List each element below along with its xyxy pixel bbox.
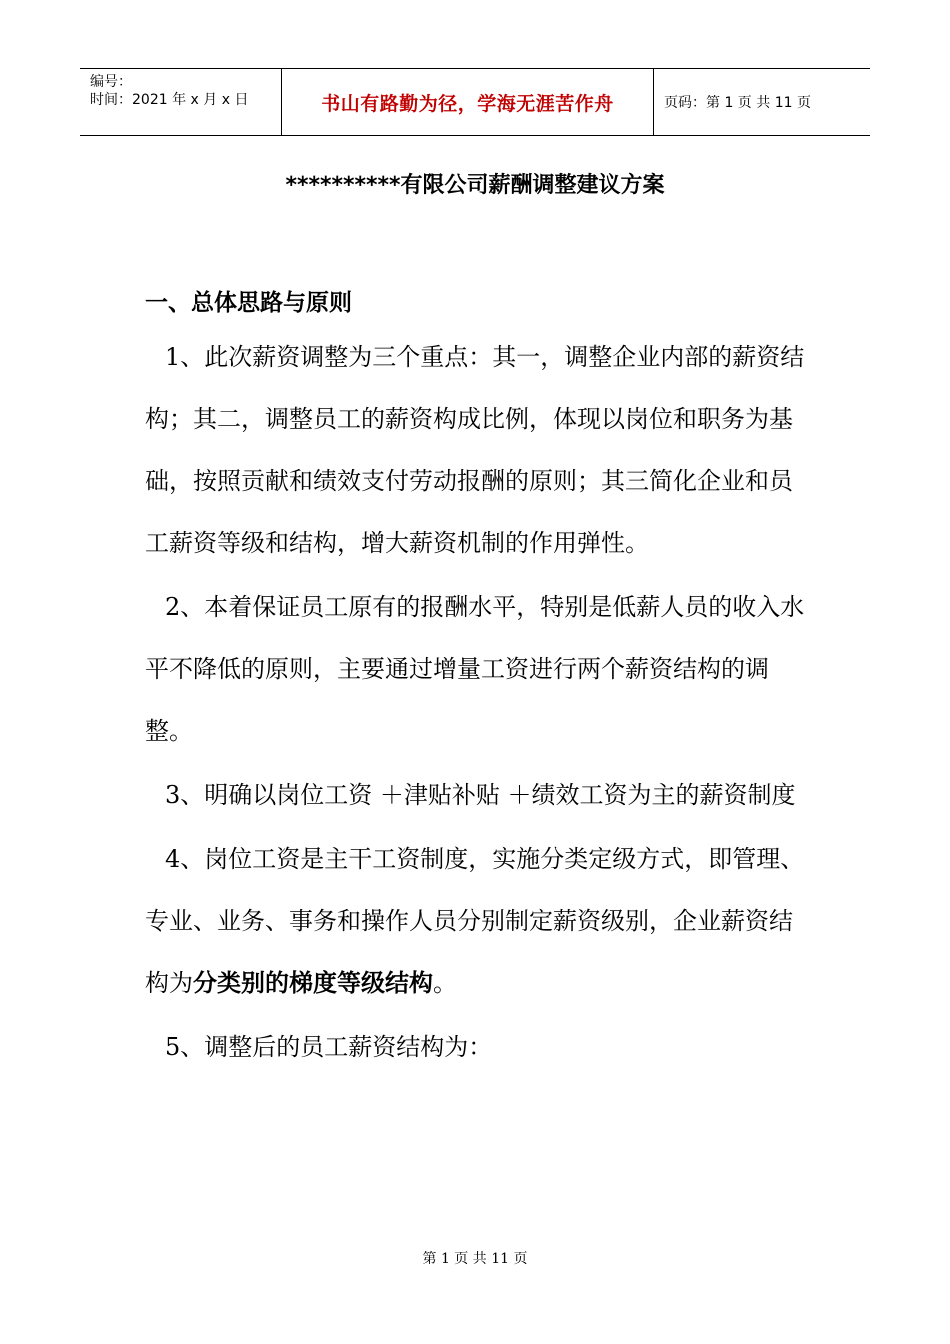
header-table: [80, 68, 870, 136]
header-meta-cell: [80, 69, 282, 135]
document-body: [145, 326, 807, 1078]
header-page-info: 页码：第 1 页 共 11 页: [664, 95, 811, 111]
paragraph-4: [145, 828, 807, 1014]
motto-text: 书山有路勤为径，学海无涯苦作舟: [321, 92, 614, 115]
header-page-cell: [654, 69, 870, 135]
document-date-label: 时间：2021 年 x 月 x 日: [90, 92, 249, 108]
paragraph-2: 2、本着保证员工原有的报酬水平，特别是低薪人员的收入水平不降低的原则，主要通过增量工资进行两个薪资结构的调整。: [145, 593, 805, 745]
page-footer: 第 1 页 共 11 页: [422, 1251, 528, 1267]
paragraph-4-end: 。: [433, 969, 457, 997]
paragraph-4-text: 4、岗位工资是主干工资制度，实施分类定级方式，即管理、专业、业务、事务和操作人员分别制定薪资级别，企业薪资结构为: [145, 845, 805, 997]
document-number-label: 编号：: [90, 74, 132, 90]
paragraph-5: 5、调整后的员工薪资结构为：: [165, 1033, 493, 1061]
paragraph-1: 1、此次薪资调整为三个重点：其一，调整企业内部的薪资结构；其二，调整员工的薪资构成比例，体现以岗位和职务为基础，按照贡献和绩效支付劳动报酬的原则；其三简化企业和员工薪资等级和结构，增大薪资机制的作用弹性。: [145, 343, 805, 557]
paragraph-3: 3、明确以岗位工资 ＋津贴补贴 ＋绩效工资为主的薪资制度: [165, 781, 796, 809]
document-title: **********有限公司薪酬调整建议方案: [285, 173, 665, 198]
paragraph-4-bold-text: 分类别的梯度等级结构: [193, 969, 433, 997]
section-heading: 一、总体思路与原则: [145, 290, 352, 316]
header-motto-cell: [282, 69, 654, 135]
